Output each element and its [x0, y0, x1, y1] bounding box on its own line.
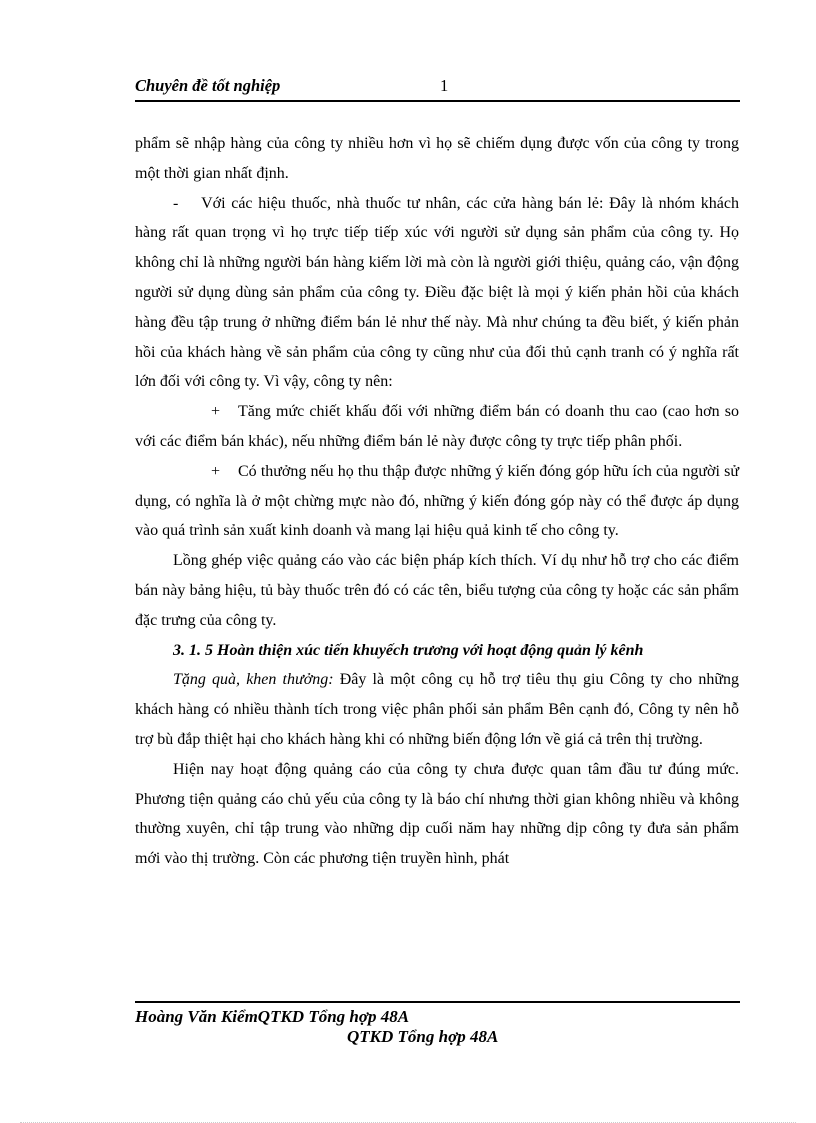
bullet-marker: +	[211, 462, 221, 480]
footer-class: QTKD Tổng hợp 48A	[347, 1027, 499, 1046]
paragraph-gifts-lead: Tặng quà, khen thưởng:	[173, 671, 334, 689]
footer-author: Hoàng Văn KiểmQTKD Tổng hợp 48A	[135, 1007, 410, 1026]
paragraph-current-advertising: Hiện nay hoạt động quảng cáo của công ty chưa được quan tâm đầu tư đúng mức. Phương tiện quảng cáo chủ yếu của công ty là báo chí nhưng thời gian không nhiều và không thường xuyên, chỉ tập trung vào những dịp cuối năm hay những dịp công ty đưa sản phẩm mới vào thị trường. Còn các phương tiện truyền hình, phát	[135, 760, 739, 868]
page-footer	[135, 1001, 740, 1047]
bullet-item	[135, 457, 739, 546]
bullet-text: Có thưởng nếu họ thu thập được những ý kiến đóng góp hữu ích của người sử dụng, có nghĩa là ở một chừng mực nào đó, những ý kiến đóng góp này có thể được áp dụng vào quá trình sản xuất kinh doanh và mang lại hiệu quả kinh tế cho công ty.	[135, 462, 739, 540]
page-number: 1	[440, 76, 449, 95]
bullet-item	[135, 397, 739, 457]
paragraph-gifts-text: Đây là một công cụ hỗ trợ tiêu thụ giu Công ty cho những khách hàng có nhiều thành tích trong việc phân phối sản phẩm Bên cạnh đó, Công ty nên hỗ trợ bù đắp thiệt hại cho khách hàng khi có những biến động lớn về giá cả trên thị trường.	[135, 671, 739, 748]
paragraph-continuation: phẩm sẽ nhập hàng của công ty nhiều hơn vì họ sẽ chiếm dụng được vốn của công ty trong một thời gian nhất định.	[135, 135, 739, 182]
paragraph-advertising-integration: Lồng ghép việc quảng cáo vào các biện pháp kích thích. Ví dụ như hỗ trợ cho các điểm bán này bảng hiệu, tủ bày thuốc trên đó có các tên, biểu tượng của công ty hoặc các sản phẩm đặc trưng của công ty.	[135, 552, 739, 629]
paragraph-pharmacies	[135, 189, 739, 398]
paragraph-gifts	[135, 665, 739, 754]
document-body	[135, 129, 739, 874]
bullet-text: Tăng mức chiết khấu đối với những điểm bán có doanh thu cao (cao hơn so với các điểm bán khác), nếu những điểm bán lẻ này được công ty trực tiếp phân phối.	[135, 403, 739, 450]
header-title: Chuyên đề tốt nghiệp	[135, 76, 281, 95]
paragraph-pharmacies-text: Với các hiệu thuốc, nhà thuốc tư nhân, các cửa hàng bán lẻ: Đây là nhóm khách hàng rất quan trọng vì họ trực tiếp tiếp xúc với người sử dụng sản phẩm của công ty. Họ không chỉ là những người bán hàng kiếm lời mà còn là người giới thiệu, quảng cáo, vận động người sử dụng dùng sản phẩm của công ty. Điều đặc biệt là mọi ý kiến phản hồi của khách hàng đều tập trung ở những điểm bán lẻ như thế này. Mà như chúng ta đều biết, ý kiến phản hồi của khách hàng về sản phẩm của công ty cũng như của đối thủ cạnh tranh có ý nghĩa rất lớn đối với công ty. Vì vậy, công ty nên:	[135, 194, 740, 391]
bullet-marker: +	[211, 403, 221, 421]
dash-marker: -	[173, 194, 179, 212]
section-heading: 3. 1. 5 Hoàn thiện xúc tiến khuyếch trương với hoạt động quản lý kênh	[173, 641, 644, 659]
page-header	[135, 76, 740, 102]
